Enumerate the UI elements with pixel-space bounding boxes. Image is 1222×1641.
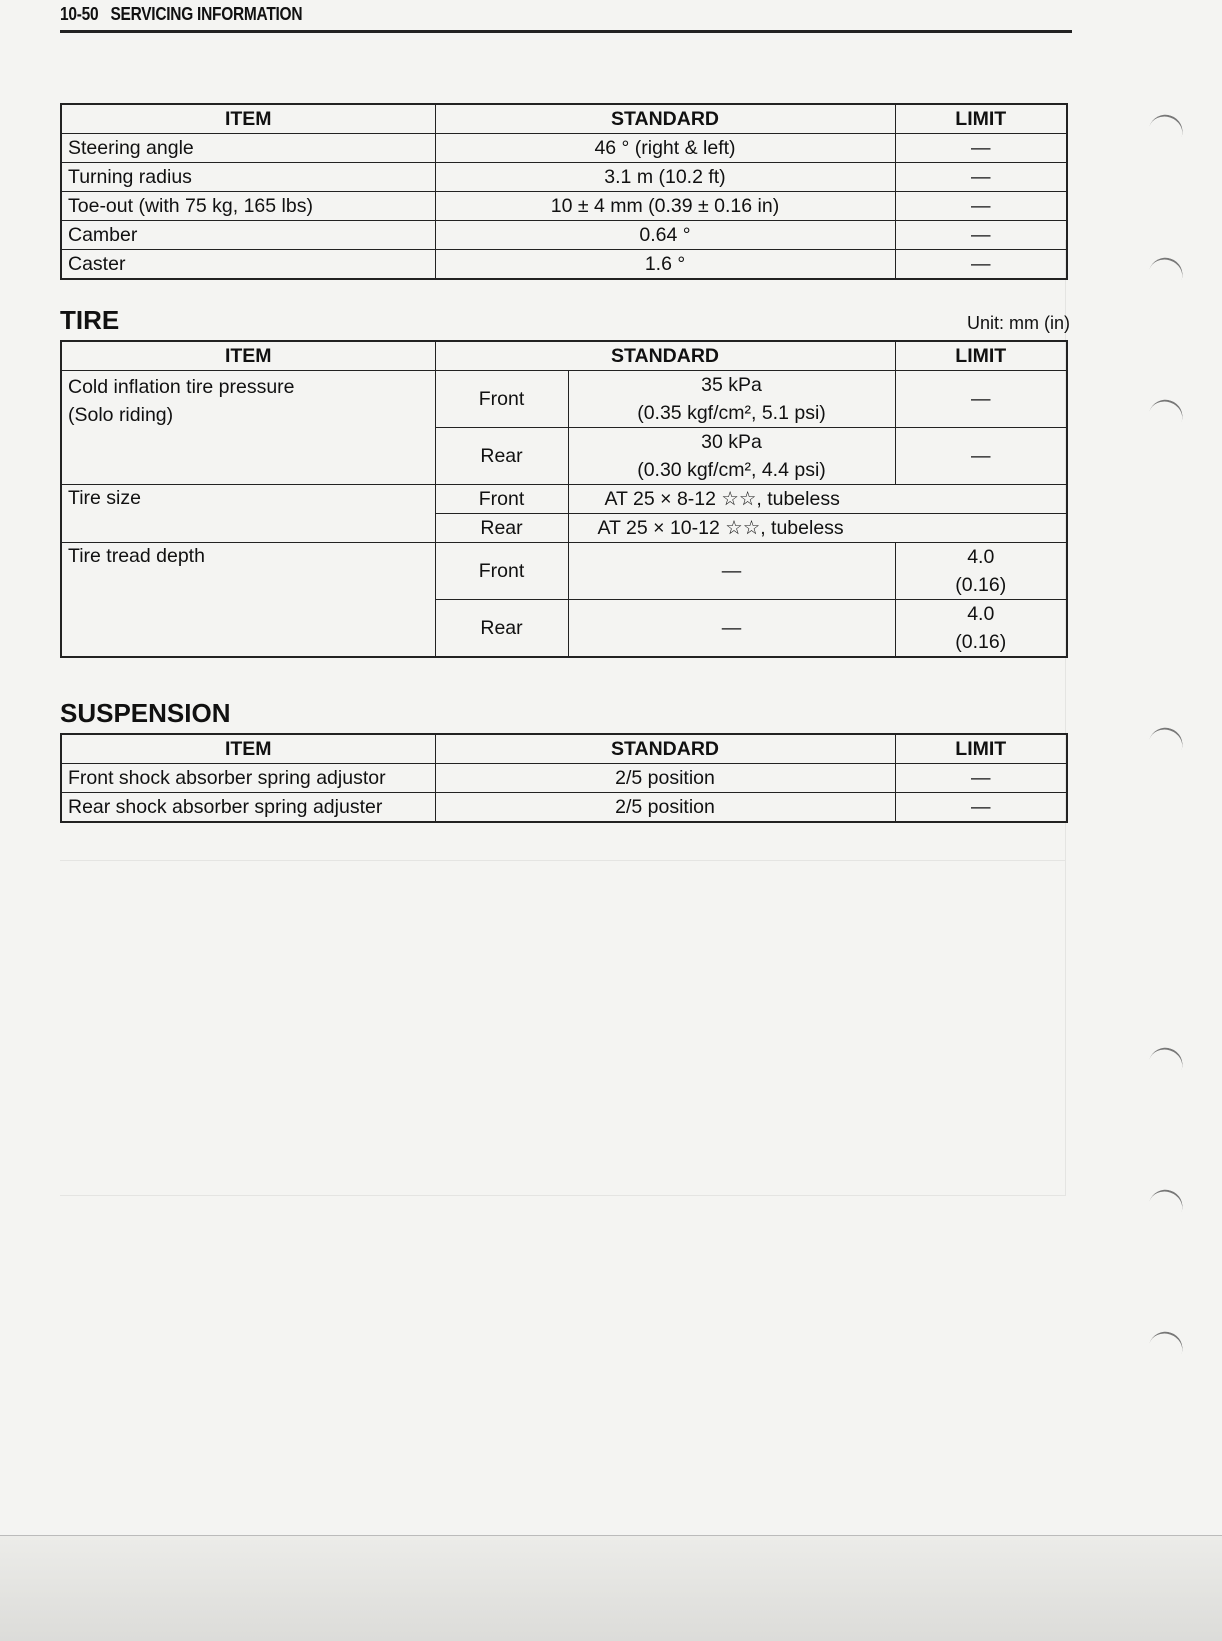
standard-cell: AT 25 × 10-12 ☆☆, tubeless xyxy=(568,514,1067,543)
page-number: 10-50 xyxy=(60,4,99,24)
table-row xyxy=(61,543,1067,600)
standard-cell xyxy=(568,428,895,485)
table-row xyxy=(61,163,1067,192)
table-row xyxy=(61,250,1067,280)
table-header-row xyxy=(61,734,1067,764)
pressure-value-imperial: (0.35 kgf/cm², 5.1 psi) xyxy=(637,402,826,424)
column-header-standard: STANDARD xyxy=(435,341,895,371)
limit-cell: — xyxy=(895,163,1067,192)
limit-cell: — xyxy=(895,793,1067,823)
item-cell: Rear shock absorber spring adjuster xyxy=(61,793,435,823)
column-header-limit: LIMIT xyxy=(895,734,1067,764)
table-row xyxy=(61,221,1067,250)
limit-cell: — xyxy=(895,428,1067,485)
limit-cell xyxy=(895,543,1067,600)
column-header-limit: LIMIT xyxy=(895,104,1067,134)
column-header-standard: STANDARD xyxy=(435,104,895,134)
position-cell: Rear xyxy=(435,600,568,658)
limit-cell: — xyxy=(895,192,1067,221)
item-cell: Front shock absorber spring adjustor xyxy=(61,764,435,793)
limit-cell xyxy=(895,600,1067,658)
standard-cell: AT 25 × 8-12 ☆☆, tubeless xyxy=(568,485,1067,514)
table-row xyxy=(61,192,1067,221)
pressure-item-sublabel: (Solo riding) xyxy=(68,404,174,426)
pressure-value: 35 kPa xyxy=(701,374,762,396)
column-header-item: ITEM xyxy=(61,734,435,764)
page-title: SERVICING INFORMATION xyxy=(110,4,303,24)
standard-cell: 2/5 position xyxy=(435,793,895,823)
item-cell: Turning radius xyxy=(61,163,435,192)
column-header-standard: STANDARD xyxy=(435,734,895,764)
suspension-spec-table xyxy=(60,733,1068,823)
steering-spec-table xyxy=(60,103,1068,280)
position-cell: Rear xyxy=(435,428,568,485)
item-cell xyxy=(61,371,435,485)
page-header xyxy=(60,4,302,25)
bleed-through-rule xyxy=(60,860,1066,861)
standard-cell: 46 ° (right & left) xyxy=(435,134,895,163)
table-row xyxy=(61,371,1067,428)
binder-hole-mark xyxy=(1147,723,1187,756)
position-cell: Rear xyxy=(435,514,568,543)
item-cell: Caster xyxy=(61,250,435,280)
suspension-section-title: SUSPENSION xyxy=(60,698,231,728)
standard-cell: 3.1 m (10.2 ft) xyxy=(435,163,895,192)
column-header-item: ITEM xyxy=(61,104,435,134)
binder-hole-mark xyxy=(1147,1185,1187,1218)
standard-cell: 2/5 position xyxy=(435,764,895,793)
standard-cell: — xyxy=(568,543,895,600)
limit-cell: — xyxy=(895,250,1067,280)
tire-spec-table xyxy=(60,340,1068,658)
table-row xyxy=(61,764,1067,793)
table-header-row xyxy=(61,341,1067,371)
limit-cell: — xyxy=(895,764,1067,793)
position-cell: Front xyxy=(435,485,568,514)
unit-note: Unit: mm (in) xyxy=(967,313,1070,333)
standard-cell: — xyxy=(568,600,895,658)
table-row xyxy=(61,485,1067,514)
standard-cell xyxy=(568,371,895,428)
tread-limit-value: 4.0 xyxy=(967,603,995,625)
binder-hole-mark xyxy=(1147,253,1187,286)
tire-section-title: TIRE xyxy=(60,305,120,335)
tread-limit-value-imperial: (0.16) xyxy=(955,574,1007,596)
binder-hole-mark xyxy=(1147,395,1187,428)
limit-cell: — xyxy=(895,134,1067,163)
limit-cell: — xyxy=(895,221,1067,250)
item-cell: Toe-out (with 75 kg, 165 lbs) xyxy=(61,192,435,221)
binder-hole-mark xyxy=(1147,110,1187,143)
tread-limit-value: 4.0 xyxy=(967,546,995,568)
binder-hole-mark xyxy=(1147,1043,1187,1076)
table-row xyxy=(61,134,1067,163)
item-cell: Tire size xyxy=(61,485,435,543)
item-cell: Camber xyxy=(61,221,435,250)
table-row xyxy=(61,793,1067,823)
scan-bottom-shadow xyxy=(0,1535,1222,1641)
binder-hole-mark xyxy=(1147,1327,1187,1360)
standard-cell: 1.6 ° xyxy=(435,250,895,280)
limit-cell: — xyxy=(895,371,1067,428)
pressure-value-imperial: (0.30 kgf/cm², 4.4 psi) xyxy=(637,459,826,481)
bleed-through-rule xyxy=(60,1195,1066,1196)
column-header-limit: LIMIT xyxy=(895,341,1067,371)
standard-cell: 10 ± 4 mm (0.39 ± 0.16 in) xyxy=(435,192,895,221)
pressure-value: 30 kPa xyxy=(701,431,762,453)
tread-limit-value-imperial: (0.16) xyxy=(955,631,1007,653)
position-cell: Front xyxy=(435,371,568,428)
standard-cell: 0.64 ° xyxy=(435,221,895,250)
column-header-item: ITEM xyxy=(61,341,435,371)
item-cell: Steering angle xyxy=(61,134,435,163)
item-cell: Tire tread depth xyxy=(61,543,435,658)
position-cell: Front xyxy=(435,543,568,600)
table-header-row xyxy=(61,104,1067,134)
pressure-item-label: Cold inflation tire pressure xyxy=(68,376,295,398)
